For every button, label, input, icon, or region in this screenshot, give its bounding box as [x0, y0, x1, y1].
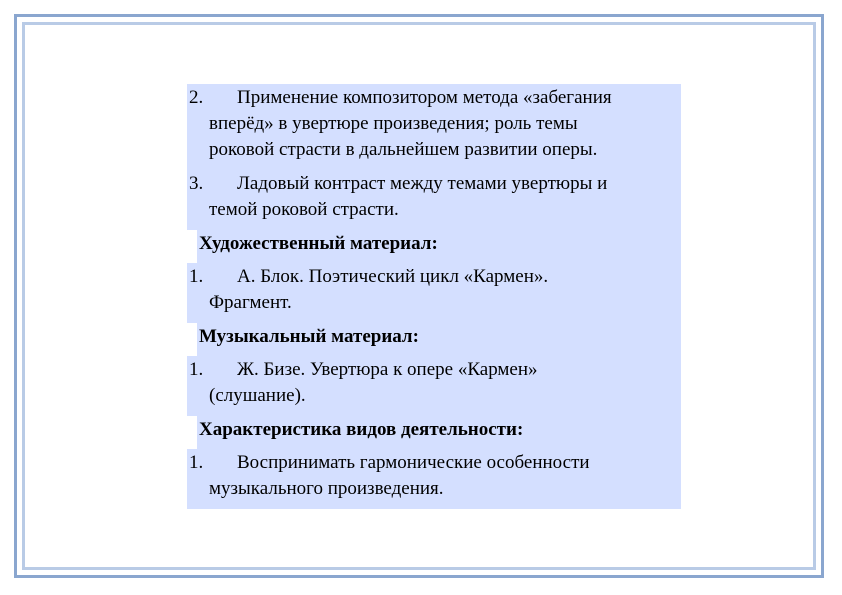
text-line: темой роковой страсти. — [209, 199, 399, 220]
text-line: Ладовый контраст между темами увертюры и — [237, 173, 608, 194]
section-heading-artistic: Художественный материал: — [187, 230, 681, 263]
list-item — [187, 263, 681, 323]
item-number: 2. — [189, 87, 204, 108]
list-item — [187, 449, 681, 509]
text-line: Воспринимать гармонические особенности — [237, 452, 590, 473]
slide-content — [187, 84, 681, 509]
list-item — [187, 356, 681, 416]
section-heading-activities: Характеристика видов деятельности: — [187, 416, 681, 449]
item-number: 1. — [189, 452, 204, 473]
text-line: Применение композитором метода «забегания — [237, 87, 612, 108]
item-text — [209, 171, 673, 223]
item-text — [209, 85, 673, 163]
item-number: 1. — [189, 266, 204, 287]
text-line: музыкального произведения. — [209, 478, 444, 499]
item-text — [209, 264, 673, 316]
section-heading-musical: Музыкальный материал: — [187, 323, 681, 356]
text-line: Фрагмент. — [209, 292, 292, 313]
item-text — [209, 357, 673, 409]
text-line: Ж. Бизе. Увертюра к опере «Кармен» — [237, 359, 538, 380]
list-item — [187, 170, 681, 230]
item-number: 3. — [189, 173, 204, 194]
item-text — [209, 450, 673, 502]
text-line: роковой страсти в дальнейшем развитии оперы. — [209, 139, 598, 160]
text-line: вперёд» в увертюре произведения; роль темы — [209, 113, 578, 134]
text-line: (слушание). — [209, 385, 306, 406]
item-number: 1. — [189, 359, 204, 380]
list-item — [187, 84, 681, 170]
text-line: А. Блок. Поэтический цикл «Кармен». — [237, 266, 549, 287]
